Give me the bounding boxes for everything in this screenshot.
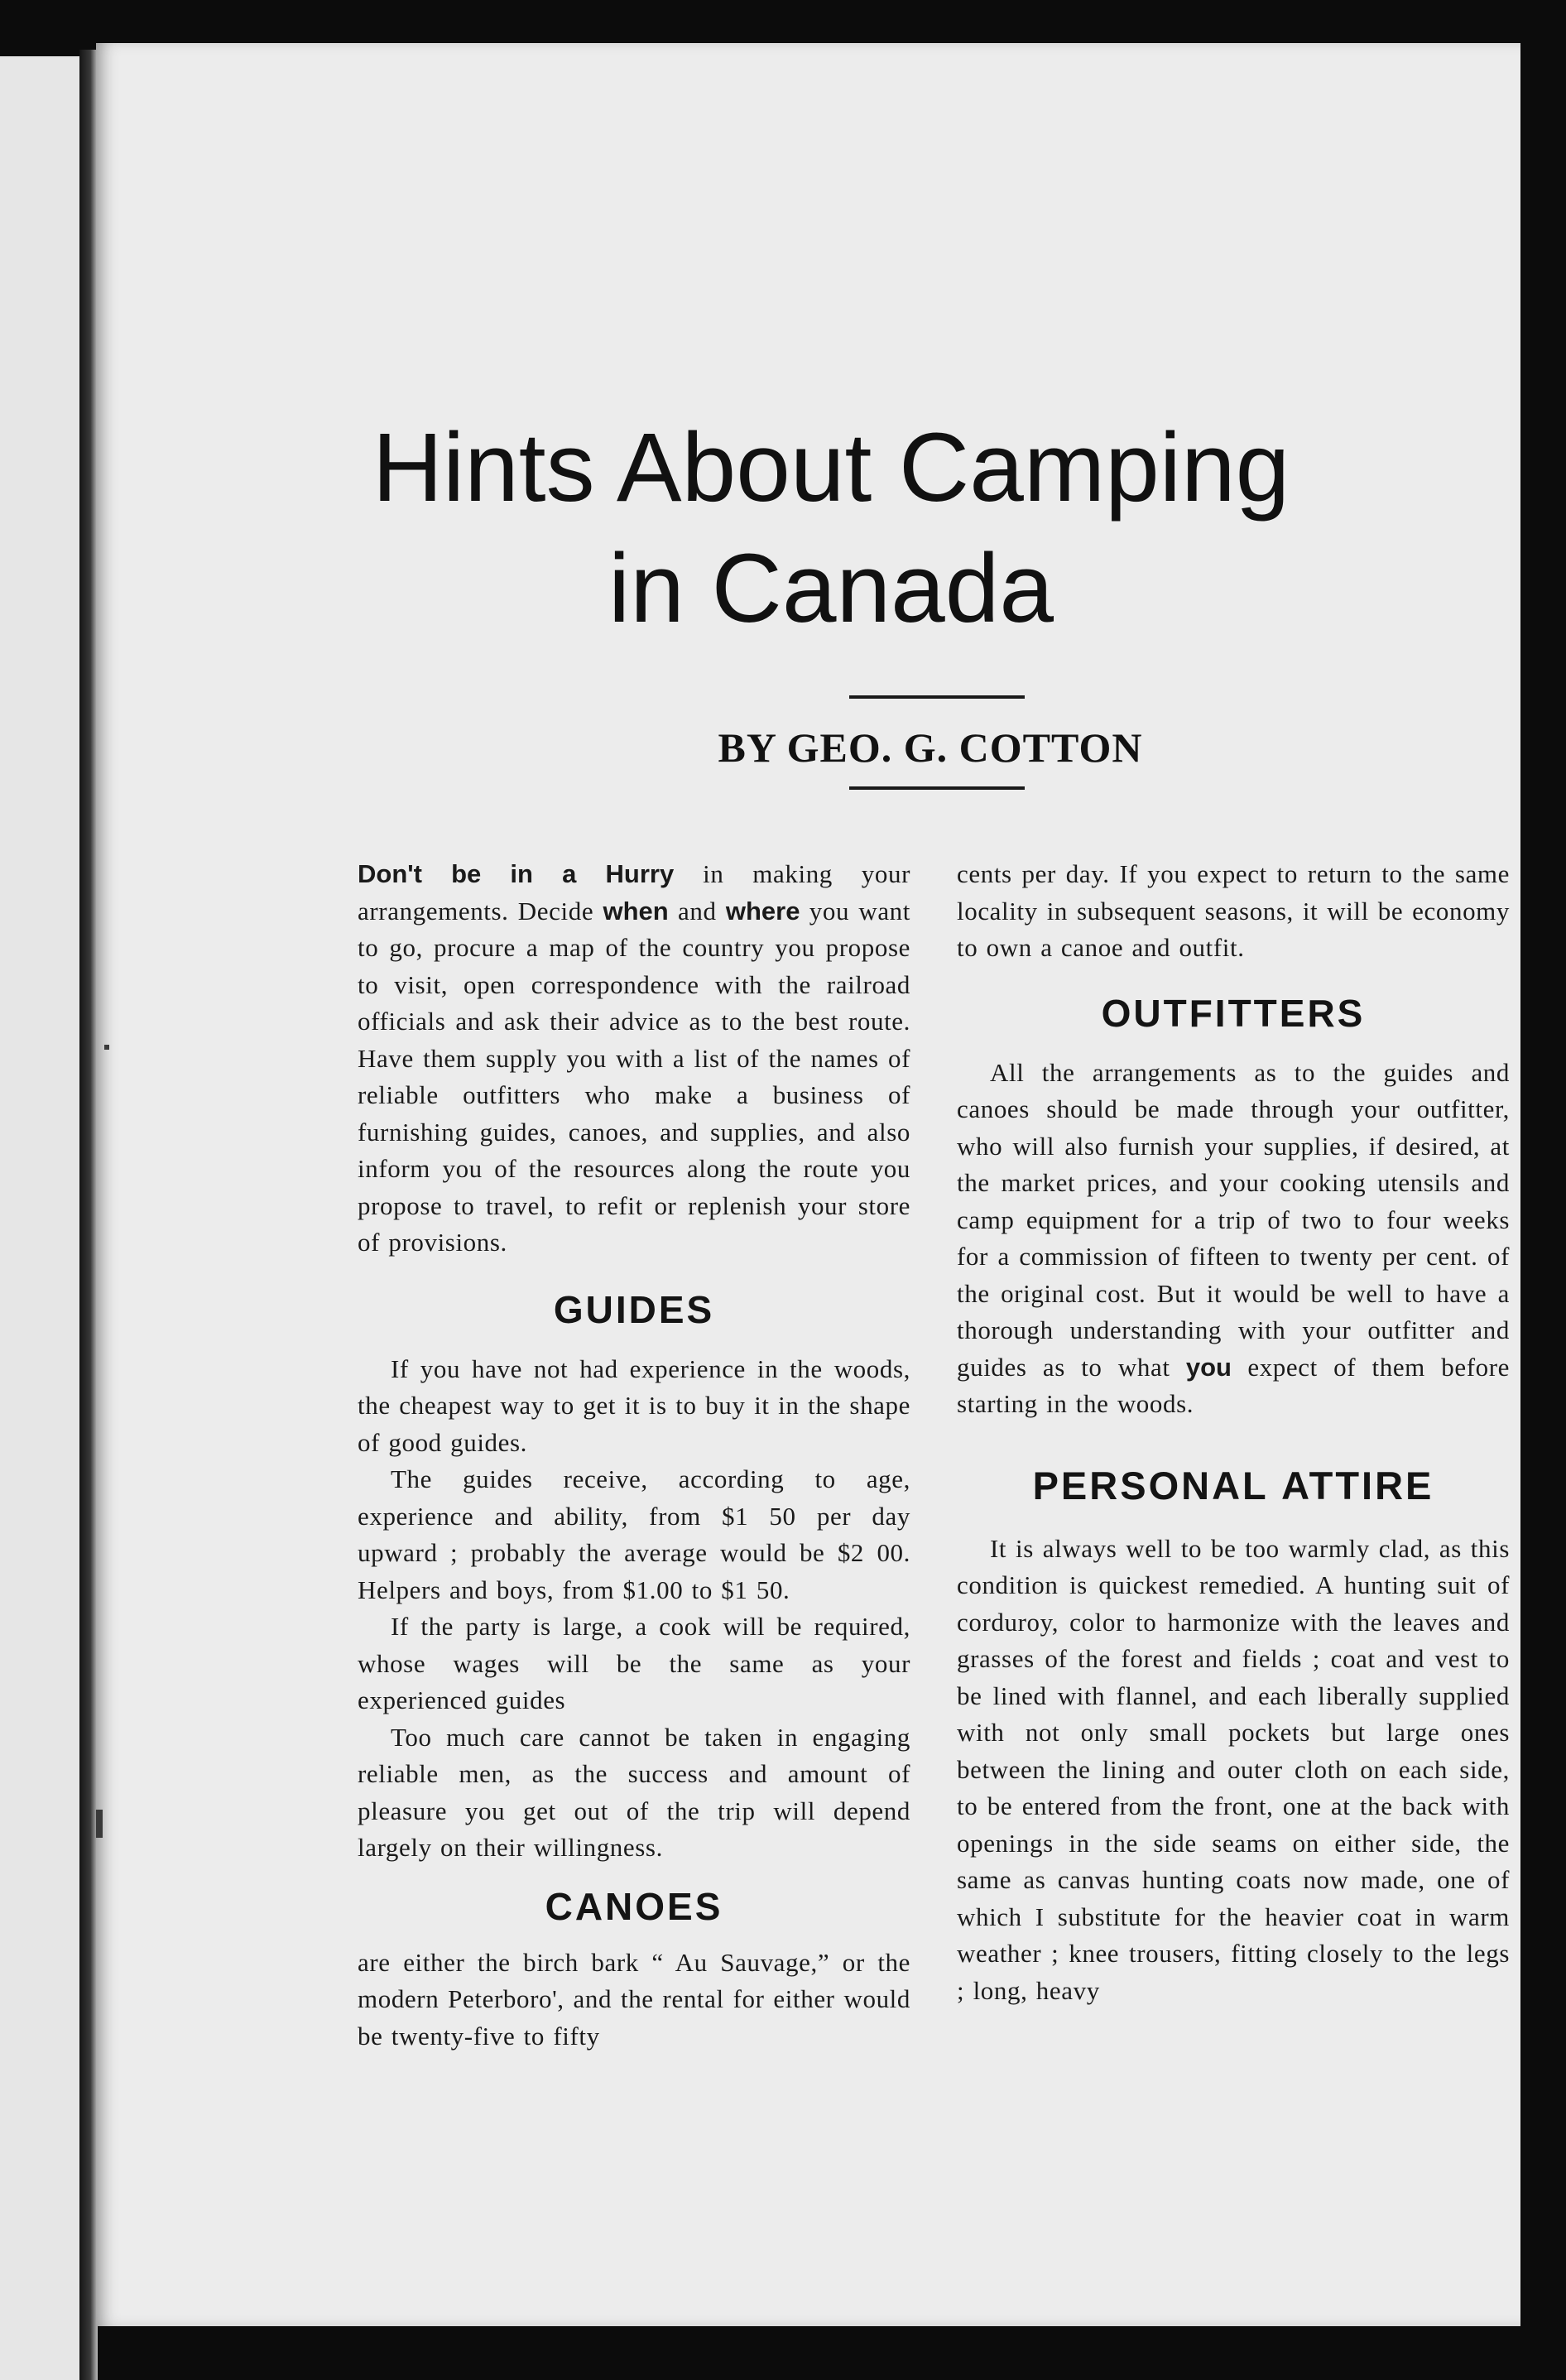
scan-speck bbox=[104, 1045, 109, 1050]
heading-canoes: CANOES bbox=[545, 1884, 723, 1928]
attire-paragraph: It is always well to be too warmly clad, as this condition is quickest remedied. A hunting suit of corduroy, color to harmonize with the leaves and grasses of the forest and fields ; coat and vest to be lined with flannel, and each liberally supplied with not only small pockets but large ones between the lining and outer cloth on each side, to be entered from the front, one at the back with openings in the side seams on either side, the same as canvas hunting coats now made, one of which I substitute for the heavier coat in warm weather ; knee trousers, fitting closely to the legs ; long, heavy bbox=[957, 1533, 1510, 2005]
outfitters-paragraph bbox=[957, 1055, 1510, 1423]
title-line-1: Hints About Camping bbox=[372, 413, 1290, 522]
intro-text-3: you want to go, procure a map of the country you propose to visit, open correspondence with the railroad officials and ask their advice as to the best route. Have them supply you with a list of the names of reliable outfitters who make a business of furnishing guides, canoes, and supplies, and also inform you of the resources along the route you propose to travel, to refit or replenish your store of provisions. bbox=[358, 896, 910, 1257]
outfitters-text-2: expect of them before starting in the woods. bbox=[957, 1352, 1510, 1418]
title-divider-top bbox=[849, 695, 1025, 699]
guides-paragraph-2: The guides receive, according to age, experience and ability, from $1 50 per day upward ; probably the average would be $2 00. Helpers and boys, from $1.00 to $1 50. bbox=[358, 1464, 910, 1604]
page-sheet bbox=[96, 43, 1520, 2326]
guides-paragraph-4: Too much care cannot be taken in engaging reliable men, as the success and amount of pleasure you get out of the trip will depend largely on their willingness. bbox=[358, 1722, 910, 1862]
guides-paragraph-3: If the party is large, a cook will be required, whose wages will be the same as your experienced guides bbox=[358, 1612, 910, 1714]
intro-text-1: in making your arrangements. Decide bbox=[358, 859, 910, 926]
canoes-paragraph: are either the birch bark “ Au Sauvage,” or the modern Peterboro', and the rental for either would be twenty-five to fifty bbox=[358, 1947, 910, 2051]
title-line-2: in Canada bbox=[608, 534, 1054, 643]
intro-paragraph bbox=[358, 856, 910, 1262]
heading-guides: GUIDES bbox=[553, 1287, 715, 1331]
facing-page-edge bbox=[0, 56, 79, 2380]
intro-when: when bbox=[603, 896, 669, 926]
intro-text-2: and bbox=[668, 896, 726, 926]
book-gutter bbox=[79, 50, 98, 2380]
title-divider-bottom bbox=[849, 786, 1025, 790]
byline: BY GEO. G. COTTON bbox=[718, 724, 1143, 771]
intro-where: where bbox=[725, 896, 800, 926]
canoes-continued: cents per day. If you expect to return to the same locality in subsequent seasons, it will be economy to own a canoe and outfit. bbox=[957, 859, 1510, 962]
heading-personal-attire: PERSONAL ATTIRE bbox=[1032, 1463, 1434, 1507]
right-column bbox=[957, 856, 1510, 2009]
intro-lead: Don't be in a Hurry bbox=[358, 859, 675, 888]
outfitters-you: you bbox=[1185, 1352, 1232, 1382]
article-title bbox=[96, 407, 1566, 649]
outfitters-text-1: All the arrangements as to the guides and canoes should be made through your outfitter, who will also furnish your supplies, if desired, at the market prices, and your cooking utensils and camp equipment for a trip of two to four weeks for a commission of fifteen to twenty per cent. of the original cost. But it would be well to have a thorough understanding with your outfitter and guides as to what bbox=[957, 1057, 1510, 1382]
scan-mark bbox=[96, 1810, 103, 1838]
left-column bbox=[358, 856, 910, 2055]
heading-outfitters: OUTFITTERS bbox=[1101, 991, 1366, 1035]
guides-paragraph-1: If you have not had experience in the woods, the cheapest way to get it is to buy it in the shape of good guides. bbox=[358, 1353, 910, 1457]
